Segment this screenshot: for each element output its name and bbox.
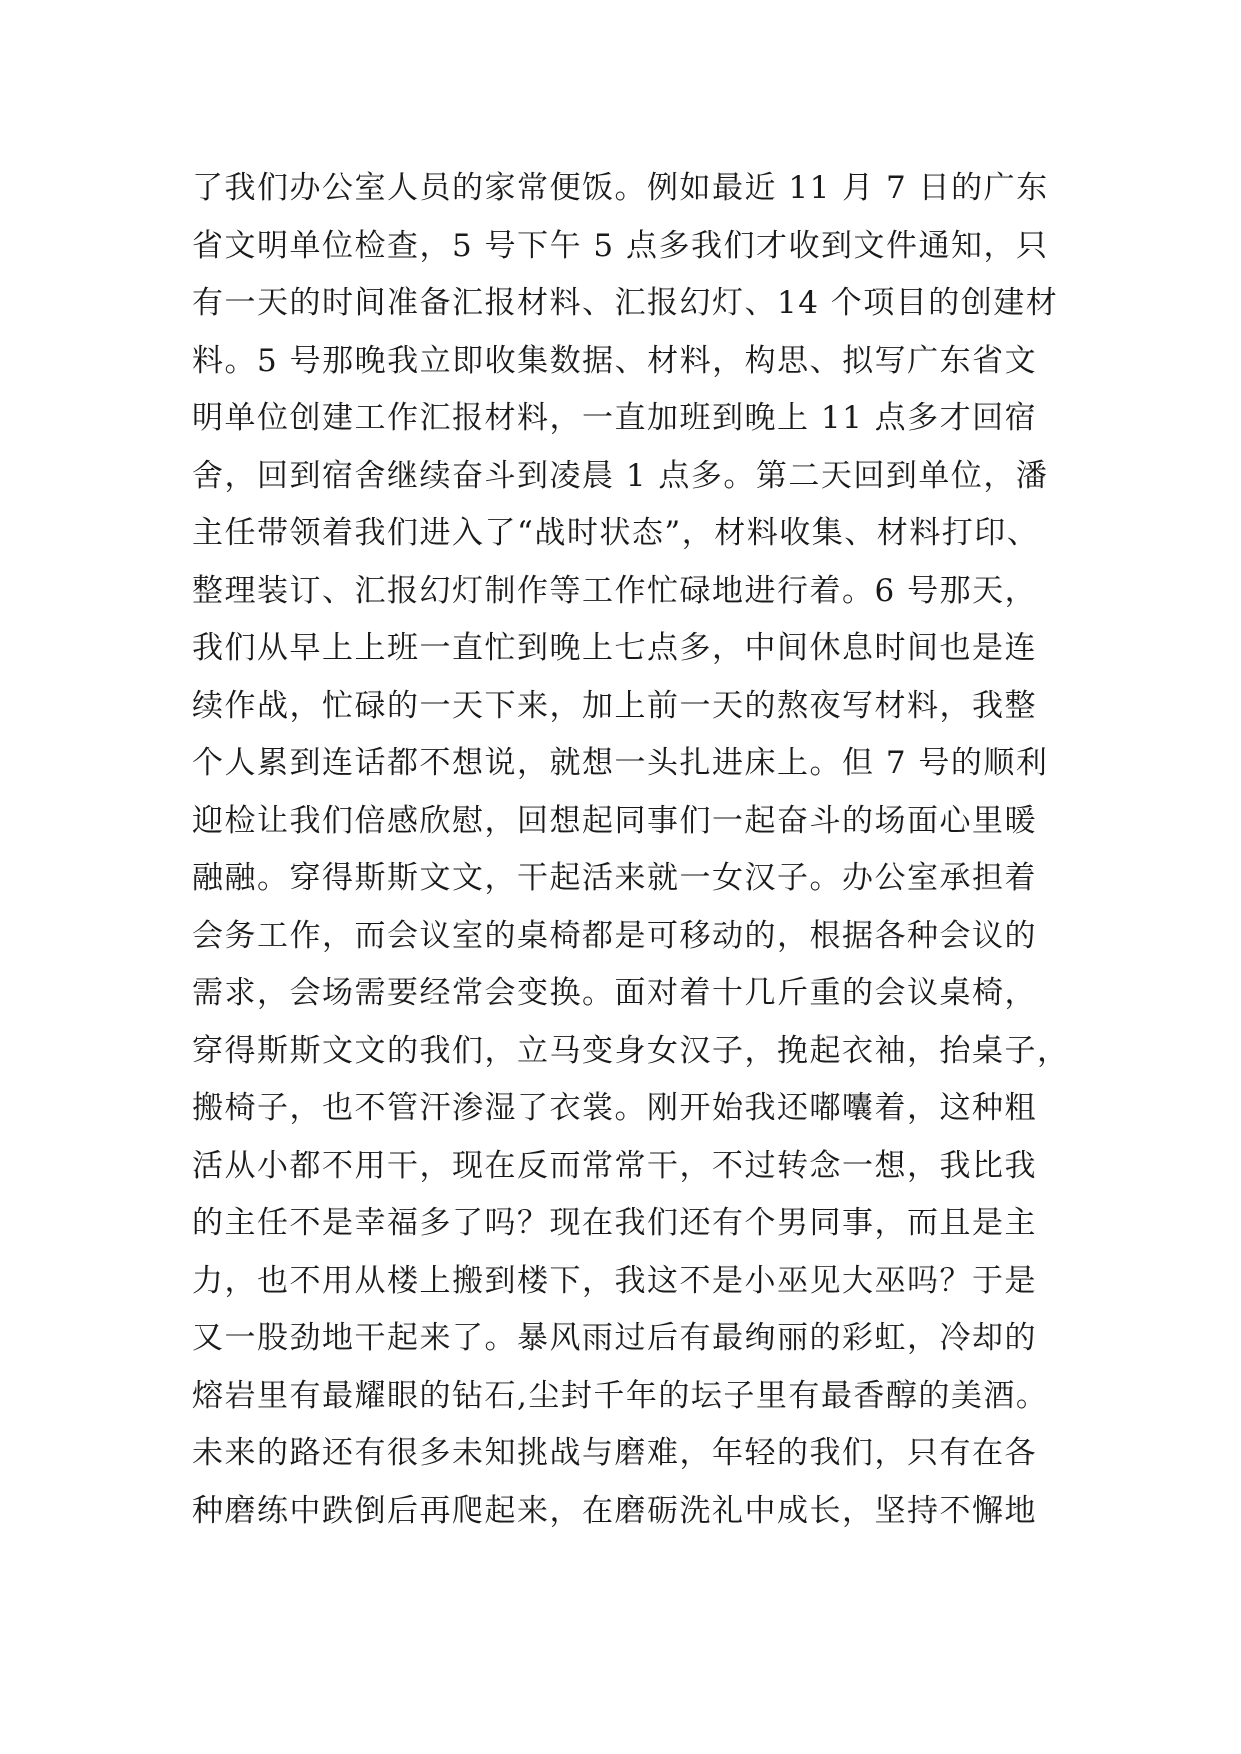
text-line: 会务工作，而会议室的桌椅都是可移动的，根据各种会议的 xyxy=(192,917,1037,954)
text-line: 种磨练中跌倒后再爬起来，在磨砺洗礼中成长，坚持不懈地 xyxy=(192,1492,1037,1529)
text-line: 需求，会场需要经常会变换。面对着十几斤重的会议桌椅， xyxy=(192,975,1037,1011)
text-line: 未来的路还有很多未知挑战与磨难，年轻的我们，只有在各 xyxy=(192,1435,1037,1471)
text-line: 个人累到连话都不想说，就想一头扎进床上。但 7 号的顺利 xyxy=(192,745,1049,781)
text-line: 续作战，忙碌的一天下来，加上前一天的熬夜写材料，我整 xyxy=(192,687,1037,724)
text-line: 又一股劲地干起来了。暴风雨过后有最绚丽的彩虹，冷却的 xyxy=(192,1320,1037,1356)
text-line: 融融。穿得斯斯文文，干起活来就一女汉子。办公室承担着 xyxy=(192,860,1037,896)
text-line: 舍，回到宿舍继续奋斗到凌晨 1 点多。第二天回到单位，潘 xyxy=(192,457,1049,494)
text-line: 料。5 号那晚我立即收集数据、材料，构思、拟写广东省文 xyxy=(192,342,1038,379)
text-line: 明单位创建工作汇报材料，一直加班到晚上 11 点多才回宿 xyxy=(192,400,1038,436)
body-text xyxy=(192,160,1072,1540)
text-line: 了我们办公室人员的家常便饭。例如最近 11 月 7 日的广东 xyxy=(192,170,1049,206)
text-line: 力，也不用从楼上搬到楼下，我这不是小巫见大巫吗？于是 xyxy=(192,1262,1037,1299)
text-line: 主任带领着我们进入了“战时状态”，材料收集、材料打印、 xyxy=(192,515,1040,551)
text-line: 的主任不是幸福多了吗？现在我们还有个男同事，而且是主 xyxy=(192,1205,1037,1241)
text-line: 我们从早上上班一直忙到晚上七点多，中间休息时间也是连 xyxy=(192,630,1037,666)
text-line: 迎检让我们倍感欣慰，回想起同事们一起奋斗的场面心里暖 xyxy=(192,802,1037,839)
text-line: 搬椅子，也不管汗渗湿了衣裳。刚开始我还嘟囔着，这种粗 xyxy=(192,1090,1037,1126)
text-line: 活从小都不用干，现在反而常常干，不过转念一想，我比我 xyxy=(192,1147,1037,1184)
text-line: 有一天的时间准备汇报材料、汇报幻灯、14 个项目的创建材 xyxy=(192,285,1059,321)
text-line: 省文明单位检查，5 号下午 5 点多我们才收到文件通知，只 xyxy=(192,227,1049,264)
text-line: 穿得斯斯文文的我们，立马变身女汉子，挽起衣袖，抬桌子， xyxy=(192,1032,1070,1069)
text-line: 整理装订、汇报幻灯制作等工作忙碌地进行着。6 号那天， xyxy=(192,572,1038,609)
text-line: 熔岩里有最耀眼的钻石,尘封千年的坛子里有最香醇的美酒。 xyxy=(192,1377,1049,1414)
